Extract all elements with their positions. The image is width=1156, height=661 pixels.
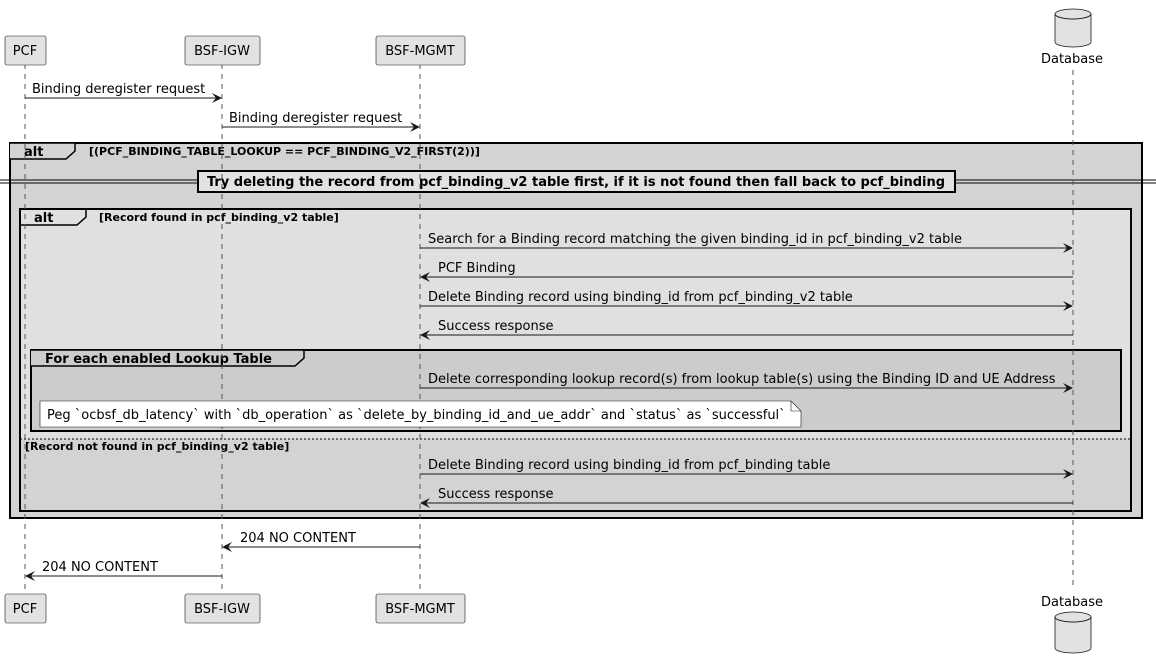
- outer-alt-condition: [(PCF_BINDING_TABLE_LOOKUP == PCF_BINDING_V2_FIRST(2))]: [89, 145, 480, 158]
- message-5-label: Delete Binding record using binding_id from pcf_binding_v2 table: [428, 290, 853, 305]
- message-8-label: Delete Binding record using binding_id from pcf_binding table: [428, 458, 831, 473]
- message-10: [223, 531, 420, 547]
- message-7: [420, 372, 1072, 388]
- inner-alt-keyword: alt: [34, 211, 54, 226]
- message-2: [222, 111, 419, 127]
- message-2-label: Binding deregister request: [229, 111, 403, 126]
- message-1: [25, 82, 221, 98]
- participants-top: [5, 9, 1103, 67]
- note: [40, 401, 801, 427]
- note-text: Peg `ocbsf_db_latency` with `db_operation` as `delete_by_binding_id_and_ue_addr` and `status` as `successful`: [47, 408, 786, 423]
- outer-alt-keyword: alt: [24, 145, 44, 160]
- participant-bsf-igw-bottom: [185, 594, 260, 623]
- participant-database-label: Database: [1040, 52, 1104, 67]
- message-1-label: Binding deregister request: [32, 82, 206, 97]
- message-10-label: 204 NO CONTENT: [240, 531, 356, 546]
- group-title: For each enabled Lookup Table: [45, 352, 272, 367]
- participant-pcf-label: PCF: [12, 44, 38, 59]
- else-condition: [Record not found in pcf_binding_v2 table]: [25, 440, 290, 453]
- participant-pcf-bottom: [5, 594, 46, 623]
- participant-bsf-mgmt-bottom: [376, 594, 465, 623]
- participant-database-bottom: [1041, 595, 1103, 653]
- participant-database-bottom-label: Database: [1040, 595, 1104, 610]
- participant-bsf-mgmt-label: BSF-MGMT: [385, 44, 455, 59]
- message-3-label: Search for a Binding record matching the given binding_id in pcf_binding_v2 table: [428, 232, 962, 247]
- participant-pcf-bottom-label: PCF: [12, 602, 38, 617]
- message-4-label: PCF Binding: [438, 261, 516, 276]
- message-6-label: Success response: [438, 319, 554, 334]
- message-11: [26, 560, 222, 576]
- participant-bsf-mgmt-bottom-label: BSF-MGMT: [385, 602, 455, 617]
- participant-bsf-igw-label: BSF-IGW: [194, 44, 250, 59]
- participants-bottom: [5, 594, 1103, 653]
- message-9-label: Success response: [438, 487, 554, 502]
- participant-bsf-igw: [185, 36, 260, 65]
- divider-label: Try deleting the record from pcf_binding_v2 table first, if it is not found then fall back to pcf_binding: [206, 175, 946, 190]
- message-11-label: 204 NO CONTENT: [42, 560, 158, 575]
- participant-database: [1041, 9, 1103, 67]
- participant-pcf: [5, 36, 46, 65]
- inner-alt-condition: [Record found in pcf_binding_v2 table]: [99, 211, 339, 224]
- message-7-label: Delete corresponding lookup record(s) from lookup table(s) using the Binding ID and UE Address: [428, 372, 1056, 387]
- participant-bsf-igw-bottom-label: BSF-IGW: [194, 602, 250, 617]
- participant-bsf-mgmt: [376, 36, 465, 65]
